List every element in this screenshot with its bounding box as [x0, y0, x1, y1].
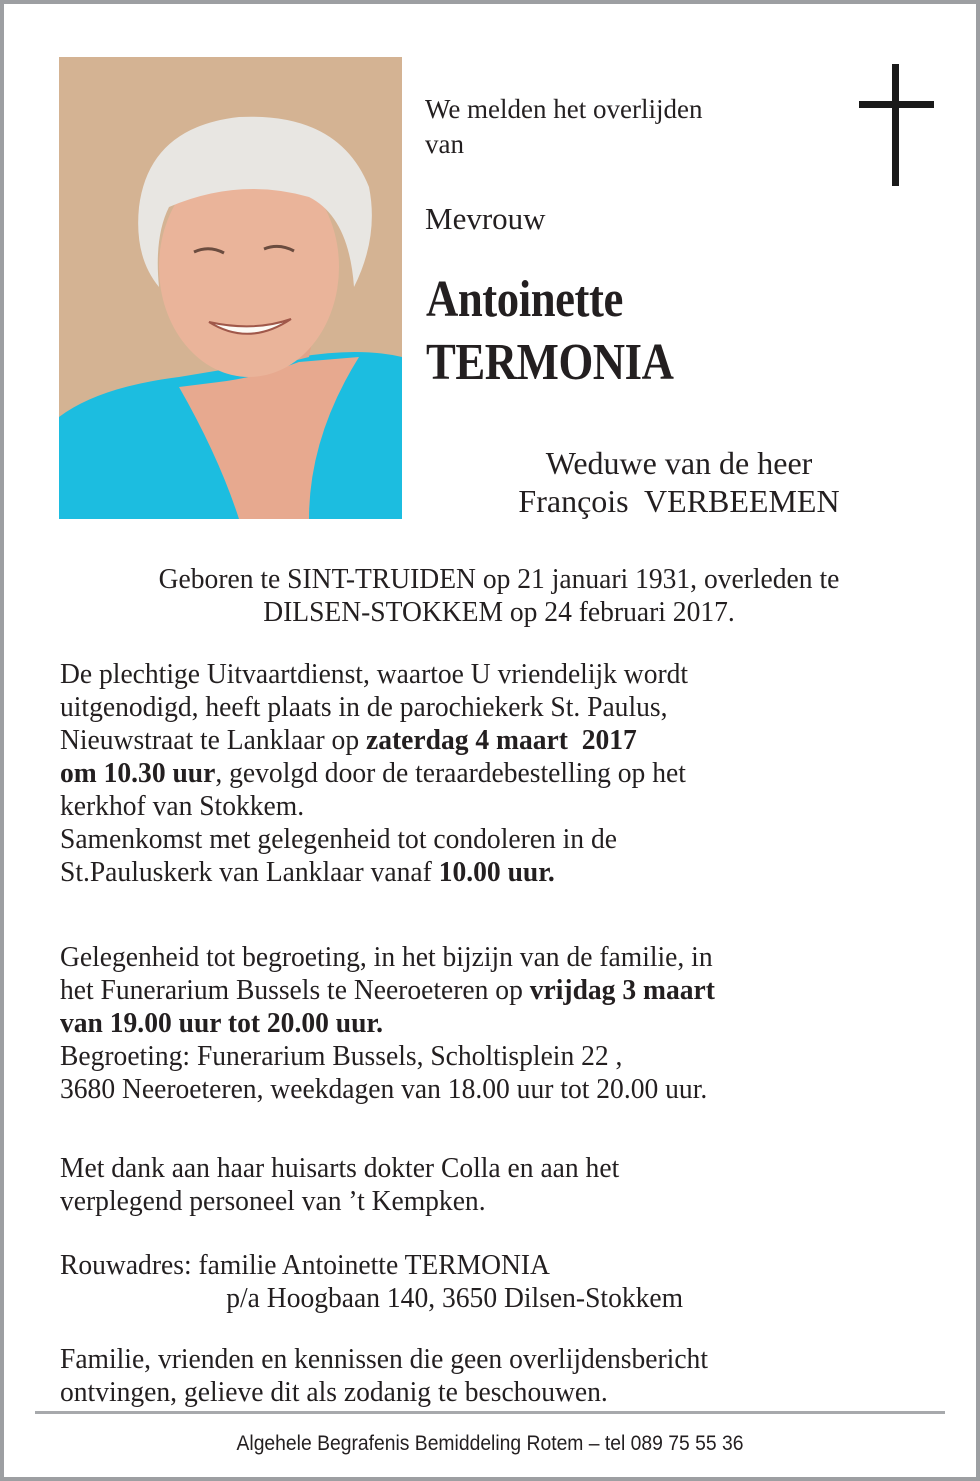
- text-line: Rouwadres: familie Antoinette TERMONIA: [60, 1249, 550, 1281]
- text-line: kerkhof van Stokkem.: [60, 790, 305, 822]
- first-name: Antoinette: [426, 271, 623, 328]
- latin-cross-icon: [859, 64, 934, 189]
- text-line: [60, 724, 896, 757]
- service-time: om 10.30 uur: [60, 757, 216, 789]
- widow-line: François VERBEEMEN: [518, 483, 840, 519]
- text-span: het Funerarium Bussels te Neeroeteren op: [60, 974, 530, 1006]
- text-line: [60, 856, 896, 889]
- thanks-paragraph: [60, 1152, 896, 1218]
- widow-line: Weduwe van de heer: [545, 445, 813, 481]
- text-line: Samenkomst met gelegenheid tot condoleren in de: [60, 823, 617, 855]
- portrait-image: [59, 57, 402, 519]
- text-line: De plechtige Uitvaartdienst, waartoe U vriendelijk wordt: [60, 658, 689, 690]
- text-span: St.Pauluskerk van Lanklaar vanaf: [60, 856, 439, 888]
- announcement-intro: [425, 92, 845, 162]
- visitation-paragraph: [60, 941, 896, 1106]
- honorific-title: Mevrouw: [425, 201, 546, 236]
- text-line: Met dank aan haar huisarts dokter Colla en aan het: [60, 1152, 620, 1184]
- text-line: ontvingen, gelieve dit als zodanig te beschouwen.: [60, 1376, 608, 1408]
- last-name: TERMONIA: [426, 334, 674, 391]
- widow-of: [434, 444, 924, 520]
- birth-death-info: [57, 563, 941, 629]
- text-line: [60, 1007, 896, 1040]
- intro-line: We melden het overlijden: [425, 94, 703, 124]
- text-line: uitgenodigd, heeft plaats in de parochiekerk St. Paulus,: [60, 691, 668, 723]
- closing-paragraph: [60, 1343, 896, 1409]
- funeral-home-footer: Algehele Begrafenis Bemiddeling Rotem – tel 089 75 55 36: [236, 1432, 744, 1455]
- deceased-name: [426, 268, 804, 394]
- text-line: verplegend personeel van ’t Kempken.: [60, 1185, 486, 1217]
- birth-line: Geboren te SINT-TRUIDEN op 21 januari 1931, overleden te: [158, 563, 840, 595]
- mourning-address: [60, 1249, 896, 1315]
- portrait-photo: [59, 57, 402, 519]
- visitation-date: vrijdag 3 maart: [529, 974, 715, 1006]
- text-line: Familie, vrienden en kennissen die geen overlijdensbericht: [60, 1343, 709, 1375]
- service-date: zaterdag 4 maart 2017: [365, 724, 637, 756]
- text-span: , gevolgd door de teraardebestelling op het: [215, 757, 686, 789]
- death-line: DILSEN-STOKKEM op 24 februari 2017.: [263, 596, 735, 628]
- text-span: Nieuwstraat te Lanklaar op: [60, 724, 366, 756]
- visitation-time: van 19.00 uur tot 20.00 uur.: [60, 1007, 384, 1039]
- text-line: Gelegenheid tot begroeting, in het bijzijn van de familie, in: [60, 941, 713, 973]
- text-line: Begroeting: Funerarium Bussels, Scholtisplein 22 ,: [60, 1040, 623, 1072]
- footer-divider: [35, 1411, 945, 1414]
- intro-line: van: [425, 129, 464, 159]
- condolence-time: 10.00 uur.: [438, 856, 555, 888]
- text-line: [60, 757, 896, 790]
- text-line: 3680 Neeroeteren, weekdagen van 18.00 uur tot 20.00 uur.: [60, 1073, 708, 1105]
- text-line: p/a Hoogbaan 140, 3650 Dilsen-Stokkem: [226, 1282, 684, 1314]
- text-line: [60, 974, 896, 1007]
- obituary-page: [4, 4, 976, 1477]
- funeral-service-paragraph: [60, 658, 896, 889]
